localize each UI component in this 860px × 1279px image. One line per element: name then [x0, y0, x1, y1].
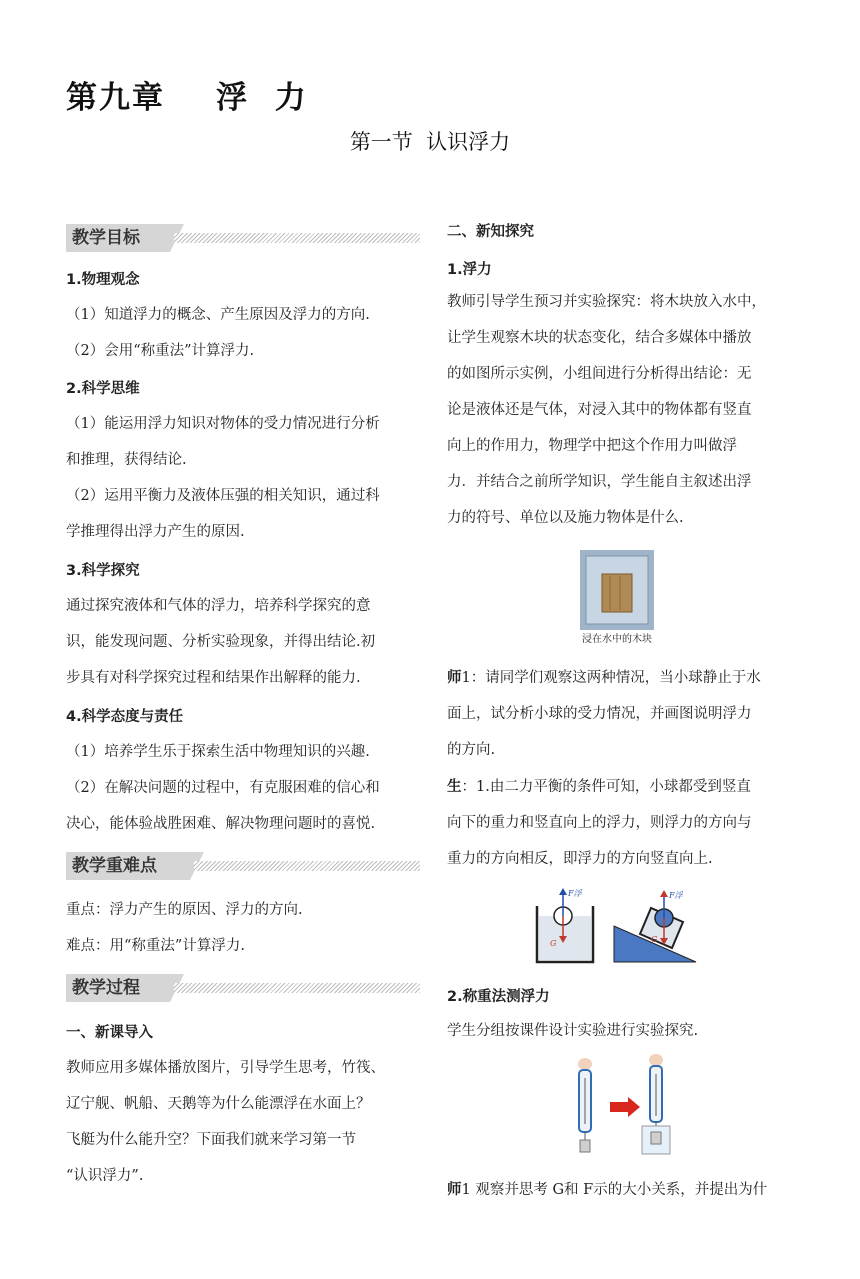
text-line: （1）知道浮力的概念、产生原因及浮力的方向.	[66, 307, 370, 323]
text-line: （2）会用“称重法”计算浮力.	[66, 343, 255, 359]
text-line: 识，能发现问题、分析实验现象，并得出结论.初	[66, 634, 376, 650]
wood-block-figure	[580, 550, 654, 646]
teacher-question-line	[447, 1180, 767, 1200]
text-line: 论是液体还是气体，对浸入其中的物体都有竖直	[447, 402, 752, 418]
section-title: 第一节 认识浮力	[349, 130, 511, 154]
text-line: 辽宁舰、帆船、天鹅等为什么能漂浮在水面上？	[66, 1096, 371, 1112]
heading-introduction: 一、新课导入	[66, 1025, 153, 1041]
text-line: 面上，试分析小球的受力情况，并画图说明浮力	[447, 706, 752, 722]
banner-label: 教学过程	[66, 974, 170, 1002]
student-answer-line	[447, 777, 751, 797]
text-line: （2）运用平衡力及液体压强的相关知识，通过科	[66, 488, 380, 504]
text-span: 1 观察并思考 G和 F示的大小关系，并提出为什	[461, 1182, 768, 1198]
wood-block	[602, 574, 632, 612]
buoyancy-arrow-icon	[660, 890, 668, 897]
text-line: 的方向.	[447, 742, 496, 758]
text-span: 1：请同学们观察这两种情况，当小球静止于水	[461, 670, 761, 686]
teacher-question-line	[447, 668, 761, 688]
text-line: 和推理，获得结论.	[66, 452, 187, 468]
text-line: 重点：浮力产生的原因、浮力的方向.	[66, 902, 303, 918]
chapter-title: 第九章 浮 力	[66, 80, 308, 116]
text-line: 学生分组按课件设计实验进行实验探究.	[447, 1023, 699, 1039]
teacher-label: 师	[447, 1182, 462, 1198]
heading-science-attitude: 4.科学态度与责任	[66, 709, 184, 725]
banner-teaching-goals	[66, 224, 420, 252]
buoyancy-arrow-icon	[559, 888, 567, 895]
text-line: 通过探究液体和气体的浮力，培养科学探究的意	[66, 598, 371, 614]
banner-key-points	[66, 852, 420, 880]
force-label-f: F浮	[669, 891, 683, 900]
weight-block	[580, 1140, 590, 1152]
force-diagram-figure	[532, 886, 698, 964]
text-line: 决心，能体验战胜困难、解决物理问题时的喜悦.	[66, 816, 376, 832]
text-line: 向上的作用力，物理学中把这个作用力叫做浮	[447, 438, 737, 454]
weight-block-submerged	[651, 1132, 661, 1144]
student-label: 生	[447, 779, 462, 795]
force-label-g: G	[550, 939, 557, 948]
heading-new-knowledge: 二、新知探究	[447, 224, 534, 240]
banner-teaching-process	[66, 974, 420, 1002]
text-line: 的如图所示实例，小组间进行分析得出结论：无	[447, 366, 752, 382]
spring-scale-figure	[570, 1052, 680, 1156]
heading-physics-concept: 1.物理观念	[66, 272, 140, 288]
text-line: 向下的重力和竖直向上的浮力，则浮力的方向与	[447, 815, 752, 831]
text-line: 教师引导学生预习并实验探究：将木块放入水中，	[447, 294, 766, 310]
banner-hatch	[174, 983, 420, 993]
banner-label: 教学重难点	[66, 852, 190, 880]
text-line: 重力的方向相反，即浮力的方向竖直向上.	[447, 851, 713, 867]
heading-science-inquiry: 3.科学探究	[66, 563, 140, 579]
text-line: 飞艇为什么能升空？下面我们就来学习第一节	[66, 1132, 356, 1148]
text-line: （1）培养学生乐于探索生活中物理知识的兴趣.	[66, 744, 370, 760]
text-span: ：1.由二力平衡的条件可知，小球都受到竖直	[461, 779, 751, 795]
text-line: “认识浮力”.	[66, 1168, 144, 1184]
figure-caption: 浸在水中的木块	[582, 634, 652, 645]
text-line: 让学生观察木块的状态变化，结合多媒体中播放	[447, 330, 752, 346]
heading-science-thinking: 2.科学思维	[66, 381, 140, 397]
banner-label: 教学目标	[66, 224, 170, 252]
banner-hatch	[194, 861, 420, 871]
text-line: 学推理得出浮力产生的原因.	[66, 524, 245, 540]
force-label-g: G	[651, 935, 658, 944]
heading-weighing-method: 2.称重法测浮力	[447, 989, 550, 1005]
text-line: 步具有对科学探究过程和结果作出解释的能力.	[66, 670, 361, 686]
hand-icon	[649, 1054, 663, 1066]
text-line: 力．并结合之前所学知识，学生能自主叙述出浮	[447, 474, 752, 490]
heading-buoyancy: 1.浮力	[447, 262, 492, 278]
arrow-right-icon	[610, 1102, 630, 1112]
text-line: （1）能运用浮力知识对物体的受力情况进行分析	[66, 416, 380, 432]
text-line: 难点：用“称重法”计算浮力.	[66, 938, 245, 954]
text-line: 力的符号、单位以及施力物体是什么.	[447, 510, 684, 526]
text-line: （2）在解决问题的过程中，有克服困难的信心和	[66, 780, 380, 796]
hand-icon	[578, 1058, 592, 1070]
text-line: 教师应用多媒体播放图片，引导学生思考，竹筏、	[66, 1060, 385, 1076]
banner-hatch	[174, 233, 420, 243]
teacher-label: 师	[447, 670, 462, 686]
force-label-f: F浮	[568, 889, 582, 898]
